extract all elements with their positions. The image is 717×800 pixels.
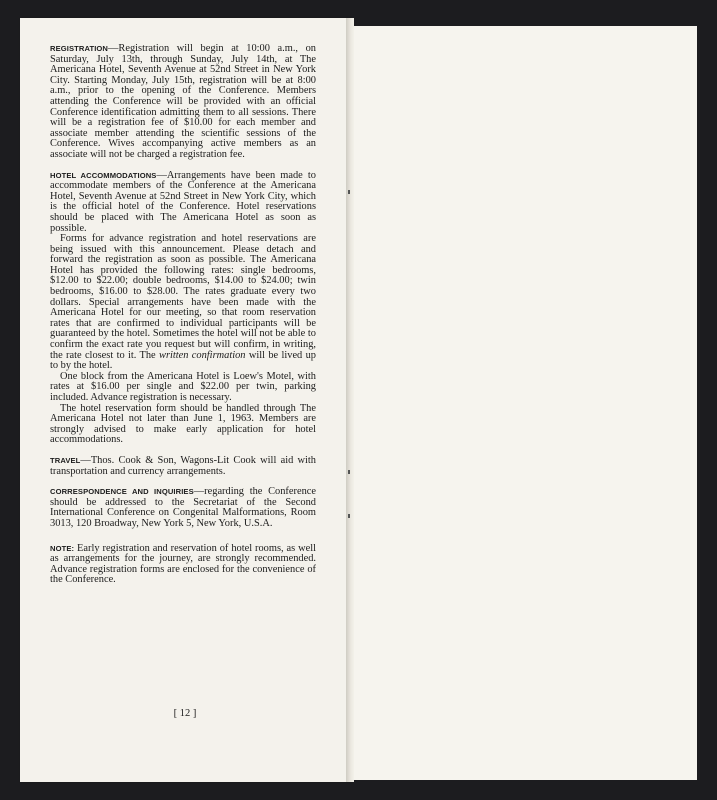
book-gutter	[346, 18, 354, 782]
binding-mark	[348, 190, 350, 194]
section-heading: TRAVEL	[50, 455, 81, 465]
paragraph-text: —Arrangements have been made to accommodate members of the Conference at the Americana Hotel, Seventh Avenue at 52nd Street in New York City, which is the official hotel of the Conference. Hotel reservations should be placed with The Americana Hotel as soon as possible.	[50, 169, 316, 234]
page-number: [ 12 ]	[173, 708, 197, 719]
paragraph-text: —regarding the Conference should be addressed to the Secretariat of the Second International Conference on Congenital Malformations, Room 3013, 120 Broadway, New York 5, New York, U.S.A.	[50, 486, 316, 529]
paragraph	[50, 171, 316, 235]
section-note	[50, 544, 316, 586]
section-travel	[50, 456, 316, 477]
right-page-blank	[350, 26, 697, 780]
section-hotel-accommodations	[50, 171, 316, 446]
paragraph-text: will be lived up to by the hotel.	[50, 349, 316, 372]
paragraph	[50, 372, 316, 404]
section-registration	[50, 44, 316, 161]
section-heading: NOTE:	[50, 543, 75, 553]
binding-mark	[348, 514, 350, 518]
section-correspondence	[50, 487, 316, 529]
paragraph	[50, 44, 316, 161]
paragraph-text: —Thos. Cook & Son, Wagons-Lit Cook will aid with transportation and currency arrangements.	[50, 454, 316, 477]
section-heading: CORRESPONDENCE AND INQUIRIES	[50, 487, 194, 497]
document-body	[50, 44, 316, 596]
paragraph-text: The hotel reservation form should be handled through The Americana Hotel not later than June 1, 1963. Members are strongly advised to make early application for hotel accommodations.	[50, 402, 316, 446]
section-heading: REGISTRATION	[50, 44, 109, 53]
paragraph	[50, 404, 316, 446]
paragraph	[50, 456, 316, 477]
paragraph	[50, 544, 316, 586]
paragraph	[50, 234, 316, 372]
section-heading: HOTEL ACCOMMODATIONS	[50, 170, 157, 180]
binding-mark	[348, 470, 350, 474]
paragraph-text: —Registration will begin at 10:00 a.m., on Saturday, July 13th, through Sunday, July 14th, at The Americana Hotel, Seventh Avenue at 52nd Street in New York City. Starting Monday, July 15th, registration will be at 8:00 a.m., prior to the opening of the Conference. Members attending the Conference will be provided with an official Conference identification admitting them to all sessions. There will be a registration fee of $10.00 for each member and associate member attending the scientific sessions of the Conference. Wives accompanying active members as an associate will not be charged a registration fee.	[50, 43, 316, 160]
paragraph-text: Early registration and reservation of hotel rooms, as well as arrangements for the journey, are strongly recommended. Advance registration forms are enclosed for the convenience of the Conference.	[50, 542, 316, 586]
paragraph	[50, 487, 316, 529]
emphasis-text: written confirmation	[159, 349, 246, 361]
paragraph-text: Forms for advance registration and hotel reservations are being issued with this announcement. Please detach and forward the registration as soon as possible. The Americana Hotel has provided the following rates: single bedrooms, $12.00 to $22.00; double bedrooms, $14.00 to $24.00; twin bedrooms, $16.00 to $28.00. The rates graduate every two dollars. Special arrangements have been made with the Americana Hotel for our meeting, so that room reservation rates that are confirmed to individual participants will be guaranteed by the hotel. Sometimes the hotel will not be able to confirm the exact rate you request but will confirm, in writing, the rate closest to it. The	[50, 233, 316, 361]
paragraph-text: One block from the Americana Hotel is Loew's Motel, with rates at $16.00 per single and $22.00 per twin, parking included. Advance registration is necessary.	[50, 370, 316, 403]
